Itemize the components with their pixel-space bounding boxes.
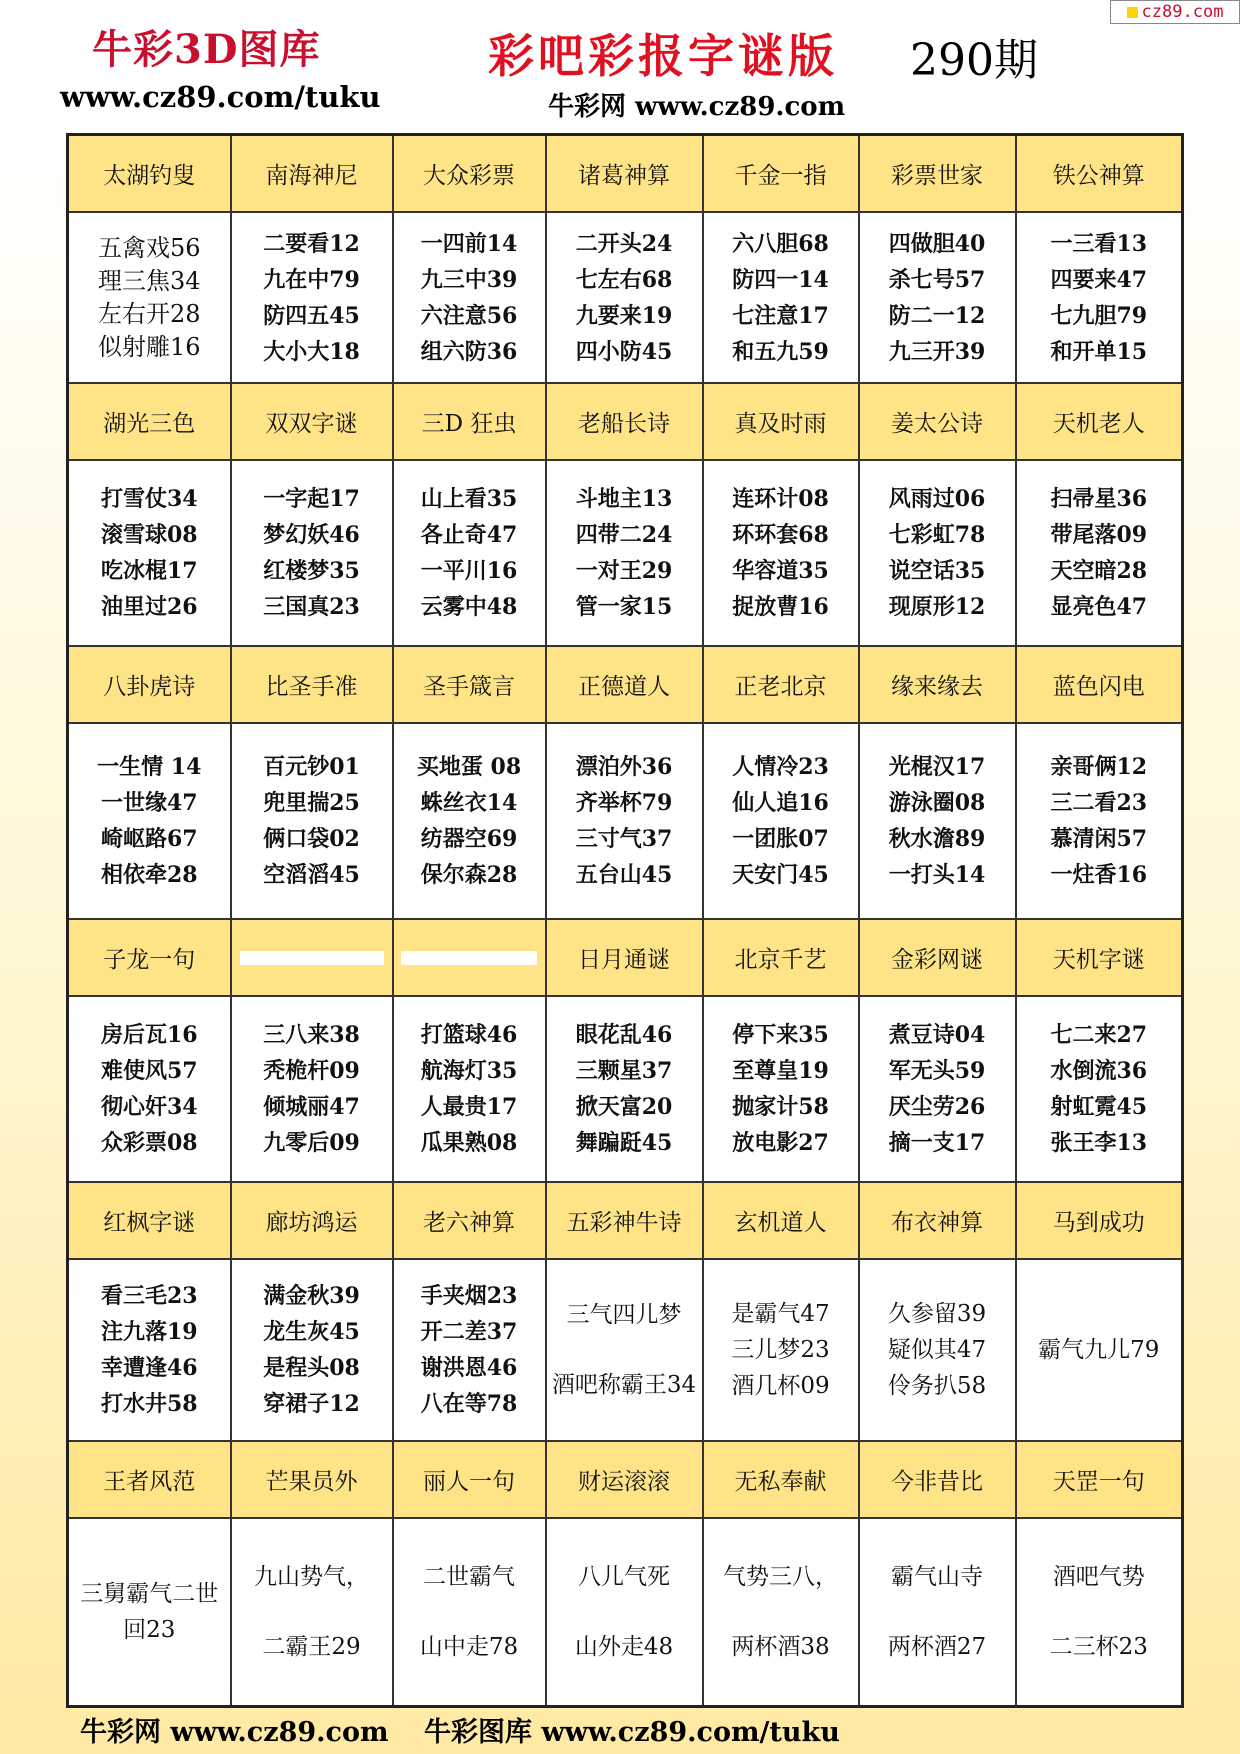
page-footer [80,1710,840,1749]
riddle-line: 厌尘劳26 [888,1094,986,1120]
riddle-line: 开二差37 [420,1319,518,1345]
riddle-line: 疑似其47 [887,1337,987,1363]
riddle-line: 一炷香16 [1050,862,1148,888]
riddle-line: 舞蹁跹45 [575,1130,673,1156]
column-header: 红枫字谜 [68,1182,231,1259]
riddle-line: 煮豆诗04 [888,1022,986,1048]
column-header: 八卦虎诗 [68,646,231,723]
riddle-line: 相依牵28 [100,862,198,888]
riddle-line: 久参留39 [887,1301,987,1327]
column-header: 天罡一句 [1016,1441,1183,1518]
riddle-line: 停下来35 [732,1022,829,1048]
redacted-strip [240,951,384,965]
content-row [68,723,1183,919]
riddle-line: 是程头08 [263,1355,360,1381]
column-header: 双双字谜 [231,383,393,460]
riddle-line: 注九落19 [100,1319,198,1345]
riddle-line: 三颗星37 [575,1058,673,1084]
riddle-line: 七彩虹78 [888,522,986,548]
riddle-line: 幸遭逢46 [100,1355,198,1381]
riddle-line: 人最贵17 [420,1094,518,1120]
riddle-line: 倾城丽47 [263,1094,360,1120]
content-row [68,1518,1183,1707]
riddle-line: 一团胀07 [732,826,829,852]
content-row [68,460,1183,646]
riddle-cell [1016,212,1183,383]
riddle-line: 二霸王29 [262,1634,361,1660]
riddle-line: 显亮色47 [1050,594,1148,620]
riddle-line: 两杯酒27 [887,1634,987,1660]
riddle-line: 云雾中48 [420,594,518,620]
riddle-line: 九零后09 [263,1130,360,1156]
riddle-line: 保尔森28 [420,862,518,888]
riddle-cell [393,1518,546,1707]
riddle-line: 九山势气， [254,1564,369,1590]
riddle-line: 四要来47 [1050,266,1148,293]
column-header: 南海神尼 [231,135,393,213]
riddle-cell [546,460,703,646]
riddle-cell [231,1259,393,1441]
page-header [0,0,1240,128]
header-row [68,919,1183,996]
column-header: 大众彩票 [393,135,546,213]
riddle-line: 捉放曹16 [732,594,829,620]
riddle-line: 漂泊外36 [575,754,673,780]
riddle-line: 百元钞01 [263,754,360,780]
riddle-line: 两杯酒38 [731,1634,830,1660]
riddle-cell [1016,1518,1183,1707]
riddle-line: 房后瓦16 [100,1022,198,1048]
riddle-line: 打水井58 [100,1391,198,1417]
column-header: 老船长诗 [546,383,703,460]
main-title: 彩吧彩报字谜版 [488,29,838,83]
riddle-cell [393,723,546,919]
column-header: 太湖钓叟 [68,135,231,213]
riddle-cell [1016,996,1183,1182]
column-header [231,919,393,996]
riddle-line: 一四前14 [420,230,518,257]
riddle-line: 三二看23 [1050,790,1148,816]
content-row [68,212,1183,383]
column-header: 无私奉献 [703,1441,859,1518]
riddle-line: 山上看35 [420,486,518,512]
riddle-line: 仙人追16 [732,790,829,816]
riddle-cell [231,723,393,919]
column-header: 布衣神算 [859,1182,1016,1259]
riddle-cell [1016,460,1183,646]
riddle-line: 大小大18 [263,338,360,365]
riddle-line: 眼花乱46 [575,1022,673,1048]
badge-square-icon [1127,7,1138,18]
riddle-line: 六注意56 [420,302,518,329]
riddle-line: 八儿气死 [578,1564,670,1590]
riddle-line: 似射雕16 [97,332,201,361]
riddle-line: 山中走78 [419,1634,519,1660]
riddle-line: 九要来19 [575,302,673,329]
riddle-line: 打雪仗34 [100,486,198,512]
riddle-line: 天空暗28 [1050,558,1148,584]
riddle-line: 张王李13 [1050,1130,1148,1156]
riddle-line: 油里过26 [100,594,198,620]
riddle-line: 光棍汉17 [888,754,986,780]
riddle-line: 一打头14 [888,862,986,888]
riddle-line: 难使风57 [100,1058,198,1084]
riddle-line: 三国真23 [263,594,360,620]
riddle-line: 吃冰棍17 [100,558,198,584]
riddle-line: 俩口袋02 [263,826,360,852]
riddle-line: 抛家计58 [732,1094,829,1120]
site-badge[interactable] [1110,0,1240,24]
column-header: 真及时雨 [703,383,859,460]
column-header: 诸葛神算 [546,135,703,213]
riddle-line: 纺器空69 [420,826,518,852]
riddle-line: 一三看13 [1050,230,1148,257]
riddle-cell [546,996,703,1182]
column-header: 老六神算 [393,1182,546,1259]
column-header: 比圣手准 [231,646,393,723]
riddle-line: 九三中39 [420,266,518,293]
riddle-line: 看三毛23 [100,1283,198,1309]
column-header: 正德道人 [546,646,703,723]
column-header: 缘来缘去 [859,646,1016,723]
riddle-cell [703,996,859,1182]
riddle-line: 射虹霓45 [1050,1094,1148,1120]
riddle-cell [1016,723,1183,919]
riddle-line: 慕清闲57 [1050,826,1148,852]
column-header: 北京千艺 [703,919,859,996]
content-row [68,1259,1183,1441]
riddle-line: 空滔滔45 [263,862,360,888]
column-header: 正老北京 [703,646,859,723]
riddle-line: 齐举杯79 [575,790,673,816]
riddle-cell [859,996,1016,1182]
riddle-cell [859,1518,1016,1707]
column-header: 玄机道人 [703,1182,859,1259]
riddle-cell [703,1259,859,1441]
column-header: 千金一指 [703,135,859,213]
line-gap [547,1333,702,1367]
riddle-line: 七二来27 [1050,1022,1148,1048]
riddle-line: 秋水澹89 [888,826,986,852]
riddle-line: 军无头59 [888,1058,986,1084]
column-header: 姜太公诗 [859,383,1016,460]
badge-text: cz89.com [1141,2,1224,22]
riddle-line: 二要看12 [263,230,360,257]
riddle-line: 二三杯23 [1049,1634,1148,1660]
riddle-line: 瓜果熟08 [420,1130,518,1156]
riddle-line: 梦幻妖46 [263,522,360,548]
riddle-cell [68,1518,231,1707]
riddle-line: 三八来38 [263,1022,360,1048]
riddle-line: 蛛丝衣14 [420,790,518,816]
footer-gallery-link[interactable]: 牛彩图库 www.cz89.com/tuku [423,1717,840,1748]
riddle-line: 七注意17 [732,302,829,329]
footer-site-link[interactable]: 牛彩网 www.cz89.com [80,1717,389,1748]
riddle-cell [231,996,393,1182]
riddle-cell [231,212,393,383]
content-row [68,996,1183,1182]
line-gap [860,1595,1015,1629]
riddle-line: 人情冷23 [732,754,829,780]
riddle-line: 五禽戏56 [97,233,201,262]
riddle-line: 水倒流36 [1050,1058,1148,1084]
redacted-strip [401,951,537,965]
riddle-line: 至尊皇19 [732,1058,829,1084]
column-header: 芒果员外 [231,1441,393,1518]
riddle-line: 兜里揣25 [263,790,360,816]
riddle-line: 和五九59 [732,338,829,365]
riddle-line: 防二一12 [888,302,986,329]
column-header: 圣手箴言 [393,646,546,723]
riddle-line: 亲哥俩12 [1050,754,1148,780]
riddle-line: 左右开28 [97,299,201,328]
riddle-line: 杀七号57 [888,266,986,293]
riddle-line: 五台山45 [575,862,673,888]
column-header: 日月通谜 [546,919,703,996]
riddle-line: 崎岖路67 [100,826,198,852]
riddle-line: 连环计08 [732,486,829,512]
riddle-line: 一平川16 [420,558,518,584]
riddle-line: 买地蛋 08 [416,754,522,780]
column-header: 五彩神牛诗 [546,1182,703,1259]
issue-number: 290期 [910,35,1038,86]
riddle-cell [859,460,1016,646]
riddle-cell [393,1259,546,1441]
riddle-cell [703,723,859,919]
riddle-line: 航海灯35 [420,1058,518,1084]
riddle-line: 酒几杯09 [731,1373,830,1399]
header-row [68,1441,1183,1518]
riddle-line: 摘一支17 [888,1130,986,1156]
riddle-line: 一世缘47 [100,790,198,816]
logo-url[interactable]: www.cz89.com/tuku [60,80,381,114]
riddle-cell [546,723,703,919]
line-gap [704,1595,858,1629]
header-row [68,646,1183,723]
riddle-line: 各止奇47 [420,522,518,548]
riddle-cell [68,460,231,646]
riddle-line: 八在等78 [420,1391,518,1417]
riddle-line: 七九胆79 [1050,302,1148,329]
riddle-line: 华容道35 [732,558,829,584]
riddle-line: 四做胆40 [888,230,986,257]
riddle-line: 众彩票08 [100,1130,198,1156]
logo-title: 牛彩3D图库 [92,26,321,73]
riddle-line: 环环套68 [732,522,829,548]
riddle-cell [859,1259,1016,1441]
riddle-line: 滚雪球08 [100,522,198,548]
site-url[interactable]: 牛彩网 www.cz89.com [548,92,846,122]
column-header: 今非昔比 [859,1441,1016,1518]
riddle-cell [231,460,393,646]
riddle-line: 二开头24 [575,230,673,257]
riddle-line: 手夹烟23 [420,1283,518,1309]
riddle-cell [859,212,1016,383]
riddle-line: 三舅霸气二世 [80,1581,219,1607]
riddle-line: 斗地主13 [575,486,673,512]
column-header: 铁公神算 [1016,135,1183,213]
riddle-cell [68,723,231,919]
riddle-line: 四带二24 [575,522,673,548]
riddle-line: 四小防45 [575,338,673,365]
riddle-line: 一字起17 [263,486,360,512]
column-header: 王者风范 [68,1441,231,1518]
riddle-line: 防四五45 [263,302,360,329]
riddle-line: 游泳圈08 [888,790,986,816]
riddle-cell [393,996,546,1182]
riddle-line: 是霸气47 [731,1301,830,1327]
column-header [393,919,546,996]
riddle-line: 酒吧气势 [1052,1564,1145,1590]
column-header: 廊坊鸿运 [231,1182,393,1259]
column-header: 天机字谜 [1016,919,1183,996]
riddle-line: 扫帚星36 [1050,486,1148,512]
riddle-line: 三气四儿梦 [566,1302,682,1328]
riddle-line: 一对王29 [575,558,673,584]
riddle-line: 二世霸气 [423,1564,515,1590]
riddle-line: 酒吧称霸王34 [551,1372,697,1398]
riddle-cell [231,1518,393,1707]
line-gap [547,1595,702,1629]
riddle-cell [393,212,546,383]
riddle-line: 三儿梦23 [731,1337,830,1363]
riddle-line: 和开单15 [1050,338,1148,365]
riddle-cell [68,1259,231,1441]
riddle-cell [859,723,1016,919]
riddle-line: 九三开39 [888,338,986,365]
riddle-line: 一生情 14 [97,754,202,780]
riddle-line: 六八胆68 [732,230,829,257]
line-gap [394,1595,545,1629]
riddle-line: 秃桅杆09 [263,1058,360,1084]
riddle-cell [1016,1259,1183,1441]
column-header: 湖光三色 [68,383,231,460]
riddle-line: 彻心奸34 [100,1094,198,1120]
riddle-cell [703,1518,859,1707]
column-header: 天机老人 [1016,383,1183,460]
riddle-line: 七左右68 [575,266,673,293]
riddle-line: 霸气九儿79 [1038,1337,1160,1363]
riddle-line: 组六防36 [420,338,518,365]
column-header: 三D 狂虫 [393,383,546,460]
column-header: 彩票世家 [859,135,1016,213]
column-header: 金彩网谜 [859,919,1016,996]
column-header: 财运滚滚 [546,1441,703,1518]
riddle-line: 说空话35 [888,558,986,584]
header-row [68,1182,1183,1259]
riddle-line: 伶务扒58 [887,1373,987,1399]
riddle-line: 放电影27 [732,1130,829,1156]
riddle-cell [703,460,859,646]
column-header: 马到成功 [1016,1182,1183,1259]
riddle-line: 山外走48 [574,1634,674,1660]
riddle-line: 谢洪恩46 [420,1355,518,1381]
riddle-cell [546,1518,703,1707]
column-header: 丽人一句 [393,1441,546,1518]
riddle-line: 九在中79 [263,266,360,293]
riddle-line: 三寸气37 [575,826,673,852]
riddle-cell [68,212,231,383]
riddle-line: 掀天富20 [575,1094,673,1120]
riddle-cell [546,212,703,383]
column-header: 蓝色闪电 [1016,646,1183,723]
riddle-line: 打篮球46 [420,1022,518,1048]
riddle-line: 现原形12 [888,594,986,620]
riddle-cell [68,996,231,1182]
riddle-line: 天安门45 [732,862,829,888]
riddle-cell [393,460,546,646]
riddle-line: 穿裙子12 [263,1391,360,1417]
line-gap [232,1595,392,1629]
riddle-line: 理三焦34 [97,266,201,295]
riddle-grid-body [68,135,1183,1707]
riddle-line: 管一家15 [575,594,673,620]
header-row [68,383,1183,460]
riddle-line: 龙生灰45 [263,1319,360,1345]
riddle-line: 带尾落09 [1050,522,1148,548]
riddle-grid [66,133,1184,1708]
riddle-cell [703,212,859,383]
riddle-cell [546,1259,703,1441]
riddle-line: 霸气山寺 [891,1564,983,1590]
riddle-line: 防四一14 [732,266,829,293]
riddle-line: 满金秋39 [263,1283,360,1309]
riddle-line: 红楼梦35 [263,558,360,584]
line-gap [1017,1595,1182,1629]
riddle-line: 回23 [123,1617,176,1643]
header-row [68,135,1183,213]
riddle-line: 气势三八， [723,1564,838,1590]
column-header: 子龙一句 [68,919,231,996]
riddle-line: 风雨过06 [888,486,986,512]
